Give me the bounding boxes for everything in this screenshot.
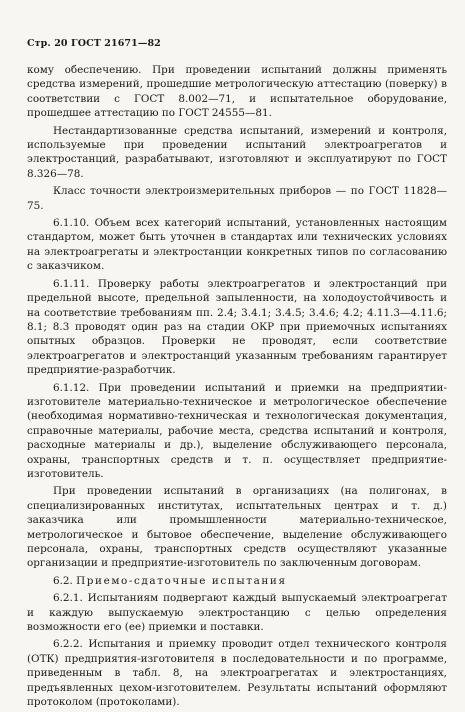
document-body: [27, 63, 447, 712]
paragraph-5: 6.1.12. При проведении испытаний и приемки на предприятии-изготовителе материально-техническое и метрологическое обеспечение (необходимая нормативно-техническая и технологическая документация, справочные материалы, рабочие места, средства испытаний и контроля, расходные материалы и др.), выделение обслуживающего персонала, охраны, транспортных средств и т. п. осуществляет предприятие-изготовитель.: [27, 381, 447, 480]
paragraph-8: 6.2.2. Испытания и приемку проводит отдел технического контроля (ОТК) предприятия-изготовителя в последовательности и по программе, приведенным в табл. 8, на электроагрегатах и электростанциях, предъявленных цехом-изготовителем. Результаты испытаний оформляют протоколом (протоколами).: [27, 638, 447, 709]
paragraph-3: 6.1.10. Объем всех категорий испытаний, установленных настоящим стандартом, может быть уточнен в стандартах или технических условиях на электроагрегаты и электростанции конкретных типов по согласованию с заказчиком.: [27, 217, 447, 273]
section-number: 6.2.: [53, 574, 73, 587]
page-header: Стр. 20 ГОСТ 21671—82: [27, 38, 161, 49]
paragraph-1: Нестандартизованные средства испытаний, измерений и контроля, используемые при проведении испытаний электроагрегатов и электростанций, разрабатывают, изготовляют и эксплуатируют по ГОСТ 8.326—78.: [27, 124, 447, 180]
paragraph-6: При проведении испытаний в организациях (на полигонах, в специализированных институтах, испытательных центрах и т. д.) заказчика или промышленности материально-техническое, метрологическое и бытовое обеспечение, выделение обслуживающего персонала, охраны, транспортных средств осуществляют указанные организации и предприятие-изготовитель по заключенным договорам.: [27, 485, 447, 570]
section-heading: [27, 574, 447, 588]
paragraph-4: 6.1.11. Проверку работы электроагрегатов и электростанций при предельной высоте, предельной запыленности, на холодоустойчивость и на соответствие требованиям пп. 2.4; 3.4.1; 3.4.5; 3.4.6; 4.2; 4.11.3—4.11.6; 8.1; 8.3 проводят один раз на стадии ОКР при приемочных испытаниях опытных образцов. Проверки не проводят, если соответствие электроагрегатов и электростанций указанным требованиям гарантирует предприятие-разработчик.: [27, 277, 447, 377]
section-title: Приемо-сдаточные испытания: [76, 574, 287, 587]
paragraph-2: Класс точности электроизмерительных приборов — по ГОСТ 11828—75.: [27, 185, 447, 212]
paragraph-7: 6.2.1. Испытаниям подвергают каждый выпускаемый электроагрегат и каждую выпускаемую электростанцию с целью определения возможности его (ее) приемки и поставки.: [27, 592, 447, 634]
paragraph-0: кому обеспечению. При проведении испытаний должны применять средства измерений, прошедшие метрологическую аттестацию (поверку) в соответствии с ГОСТ 8.002—71, и испытательное оборудование, прошедшее аттестацию по ГОСТ 24555—81.: [27, 64, 447, 120]
